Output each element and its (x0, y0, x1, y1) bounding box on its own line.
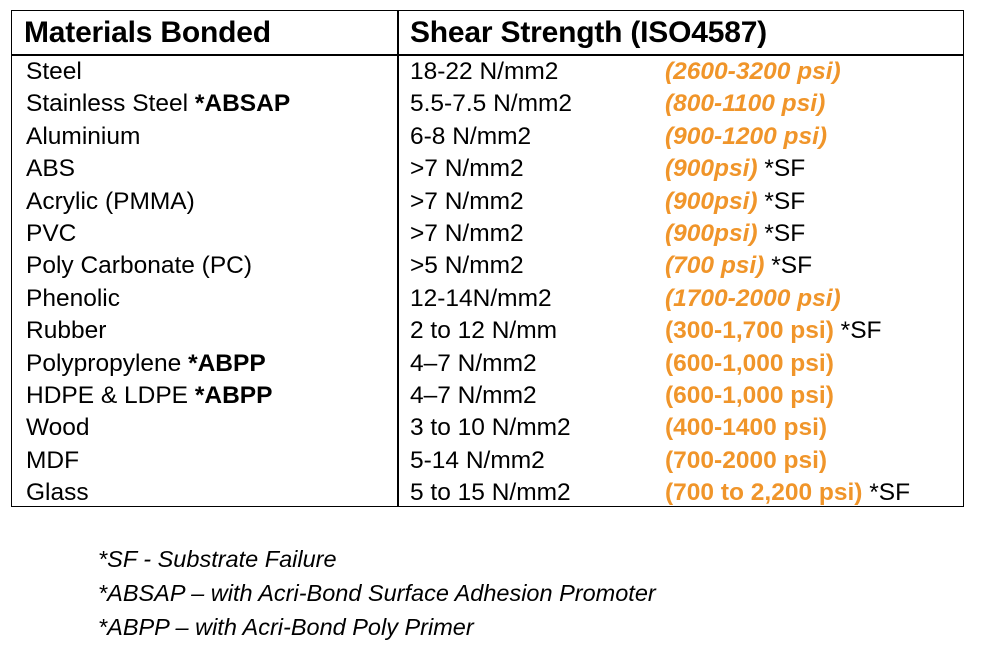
substrate-failure-note: *SF (757, 155, 806, 183)
material-cell (26, 186, 195, 218)
table-body (12, 56, 963, 509)
strength-psi-cell (665, 218, 805, 250)
material-cell (26, 315, 106, 347)
material-name: HDPE & LDPE (26, 381, 195, 409)
material-name: Stainless Steel (26, 90, 195, 118)
material-cell (26, 445, 79, 477)
strength-psi-cell (665, 348, 834, 380)
material-name: Phenolic (26, 284, 120, 312)
strength-nmm-cell: 4–7 N/mm2 (410, 349, 537, 377)
table-row (12, 56, 963, 88)
strength-nmm-cell: 5.5-7.5 N/mm2 (410, 90, 573, 118)
material-name: ABS (26, 155, 76, 183)
strength-nmm-cell: >7 N/mm2 (410, 219, 524, 247)
material-cell (26, 380, 272, 412)
psi-value: (700 psi) (665, 252, 765, 280)
table-row (12, 412, 963, 444)
psi-value: (1700-2000 psi) (665, 284, 841, 312)
psi-value: (600-1,000 psi) (665, 381, 834, 409)
psi-value: (300-1,700 psi) (665, 317, 834, 345)
material-cell (26, 250, 252, 282)
primer-code: *ABSAP (194, 90, 291, 118)
psi-value: (900-1200 psi) (665, 122, 828, 150)
psi-value: (900psi) (665, 219, 758, 247)
material-name: Aluminium (26, 122, 141, 150)
footnote-line: *ABPP – with Acri-Bond Poly Primer (98, 614, 474, 640)
substrate-failure-note: *SF (862, 479, 911, 507)
material-cell (26, 348, 266, 380)
substrate-failure-note: *SF (764, 252, 813, 280)
material-name: Wood (26, 414, 90, 442)
material-cell (26, 283, 120, 315)
material-name: Steel (26, 58, 82, 85)
material-cell (26, 218, 76, 250)
table-row (12, 283, 963, 315)
psi-value: (800-1100 psi) (665, 90, 826, 118)
material-name: Glass (26, 479, 89, 507)
header-materials-bonded: Materials Bonded (24, 16, 271, 49)
footnote-line: *SF - Substrate Failure (98, 546, 337, 572)
table-row (12, 380, 963, 412)
material-cell (26, 153, 75, 185)
primer-code: *ABPP (194, 381, 273, 409)
material-name: Acrylic (PMMA) (26, 187, 195, 215)
material-cell (26, 412, 90, 444)
psi-value: (900psi) (665, 155, 758, 183)
strength-psi-cell (665, 283, 841, 315)
strength-nmm-cell: 5-14 N/mm2 (410, 446, 545, 474)
material-cell (26, 121, 140, 153)
psi-value: (700-2000 psi) (665, 446, 828, 474)
footnote-line: *ABSAP – with Acri-Bond Surface Adhesion Promoter (98, 580, 656, 606)
psi-value: (900psi) (665, 187, 758, 215)
table-row (12, 315, 963, 347)
footnotes (98, 542, 656, 644)
material-name: PVC (26, 219, 77, 247)
psi-value: (700 to 2,200 psi) (665, 479, 863, 507)
strength-psi-cell (665, 477, 910, 509)
table-row (12, 477, 963, 509)
material-name: Rubber (26, 317, 107, 345)
material-cell (26, 56, 82, 88)
strength-nmm-cell: 12-14N/mm2 (410, 284, 552, 312)
strength-nmm-cell: 5 to 15 N/mm2 (410, 479, 571, 507)
primer-code: *ABPP (188, 349, 266, 377)
psi-value: (2600-3200 psi) (665, 58, 841, 85)
table-row (12, 348, 963, 380)
table-row (12, 88, 963, 120)
strength-nmm-cell: >5 N/mm2 (410, 252, 524, 280)
strength-nmm-cell: 3 to 10 N/mm2 (410, 414, 571, 442)
psi-value: (600-1,000 psi) (665, 349, 834, 377)
table-row (12, 218, 963, 250)
material-name: MDF (26, 446, 80, 474)
material-cell (26, 477, 89, 509)
table-row (12, 186, 963, 218)
shear-strength-table (11, 10, 964, 507)
strength-psi-cell (665, 315, 882, 347)
strength-psi-cell (665, 56, 841, 88)
strength-psi-cell (665, 380, 834, 412)
material-name: Polypropylene (26, 349, 189, 377)
material-cell (26, 88, 290, 120)
table-row (12, 250, 963, 282)
strength-psi-cell (665, 186, 805, 218)
table-row (12, 153, 963, 185)
strength-nmm-cell: >7 N/mm2 (410, 155, 524, 183)
strength-psi-cell (665, 445, 827, 477)
substrate-failure-note: *SF (833, 317, 882, 345)
substrate-failure-note: *SF (757, 219, 806, 247)
strength-psi-cell (665, 412, 827, 444)
strength-psi-cell (665, 121, 827, 153)
strength-nmm-cell: 2 to 12 N/mm (410, 317, 558, 345)
strength-nmm-cell: >7 N/mm2 (410, 187, 524, 215)
strength-psi-cell (665, 250, 812, 282)
substrate-failure-note: *SF (757, 187, 806, 215)
header-shear-strength: Shear Strength (ISO4587) (410, 16, 767, 49)
strength-psi-cell (665, 88, 825, 120)
table-row (12, 121, 963, 153)
table-row (12, 445, 963, 477)
psi-value: (400-1400 psi) (665, 414, 828, 442)
strength-nmm-cell: 6-8 N/mm2 (410, 122, 532, 150)
material-name: Poly Carbonate (PC) (26, 252, 253, 280)
strength-nmm-cell: 4–7 N/mm2 (410, 381, 537, 409)
strength-nmm-cell: 18-22 N/mm2 (410, 58, 559, 85)
strength-psi-cell (665, 153, 805, 185)
